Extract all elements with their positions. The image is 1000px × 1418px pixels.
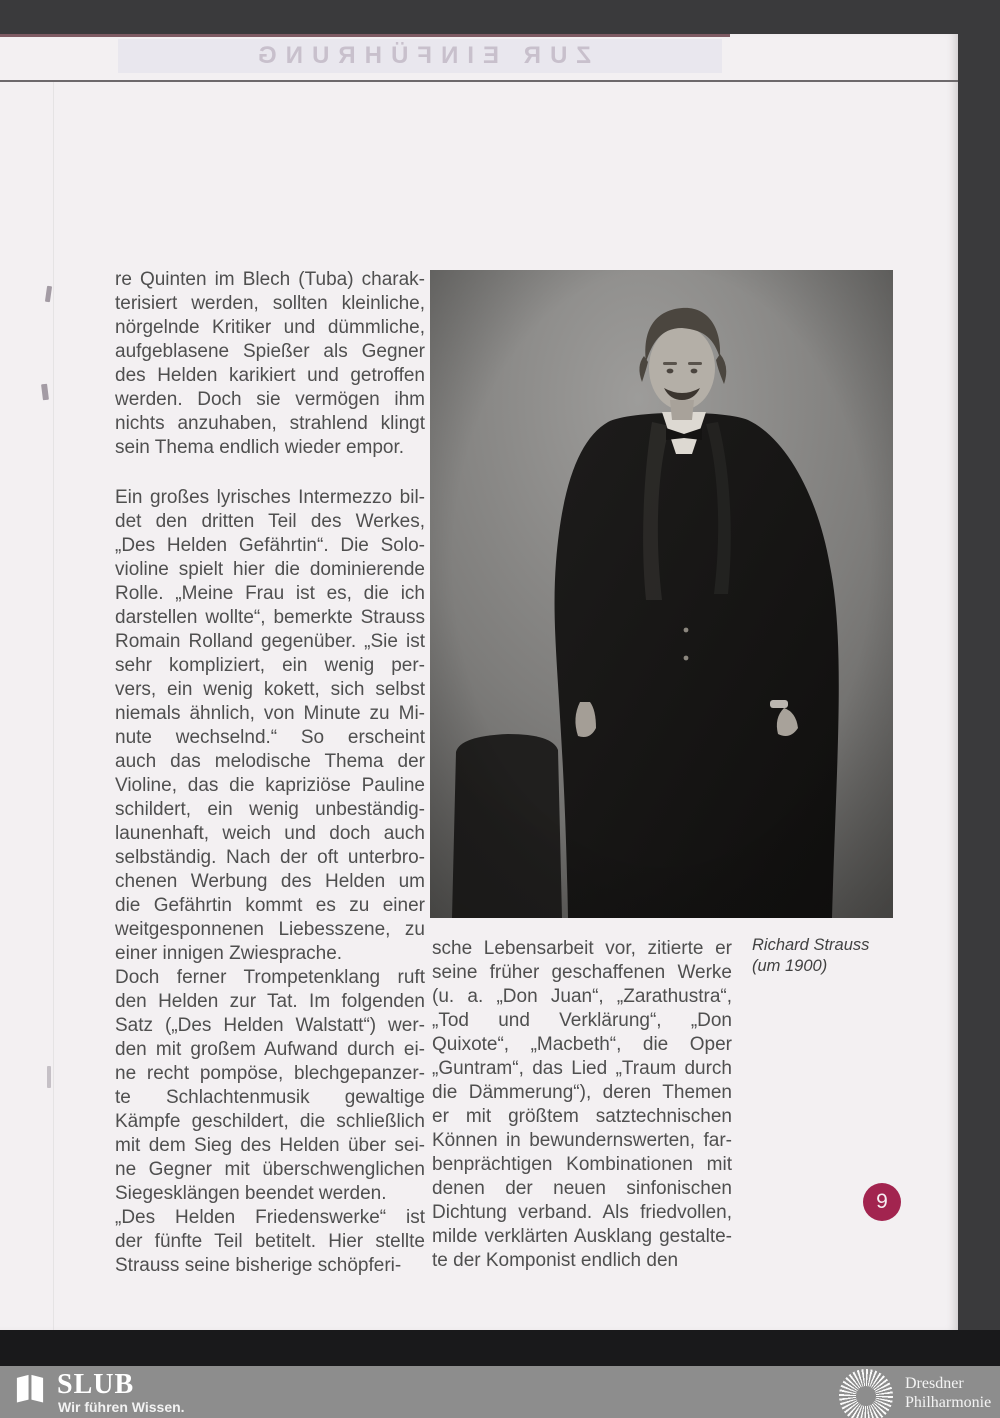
text-line: die Gefährtin kommt es zu einer bbox=[115, 895, 425, 916]
photo-caption-line1: Richard Strauss bbox=[752, 936, 870, 954]
text-line: te der Komponist endlich den bbox=[432, 1250, 679, 1271]
text-line: Kämpfe geschildert, die schließlich bbox=[115, 1111, 425, 1132]
text-line: Quixote“, „Macbeth“, die Oper bbox=[432, 1034, 732, 1055]
page-divider-rule bbox=[0, 80, 958, 82]
text-line: den mit großem Aufwand durch ei- bbox=[115, 1039, 425, 1060]
text-line: vers, ein wenig kokett, sich selbst bbox=[115, 679, 425, 700]
text-line: nichts anzuhaben, strahlend klingt bbox=[115, 413, 425, 434]
text-line: selbständig. Nach der oft unterbro- bbox=[115, 847, 425, 868]
left-text-column bbox=[115, 268, 425, 1278]
slub-tagline: Wir führen Wissen. bbox=[58, 1399, 185, 1415]
text-line: violine spielt hier die dominierende bbox=[115, 559, 425, 580]
text-line: „Guntram“, das Lied „Traum durch bbox=[432, 1058, 732, 1079]
staple-mark bbox=[47, 1066, 51, 1088]
slub-wordmark: SLUB bbox=[57, 1369, 135, 1400]
page-fold-line bbox=[53, 82, 54, 1330]
text-line: „Des Helden Friedenswerke“ ist bbox=[115, 1207, 425, 1228]
page-top-edge bbox=[0, 34, 730, 37]
text-line: seine früher geschaffenen Werke bbox=[432, 962, 732, 983]
bleedthrough-banner bbox=[118, 39, 722, 73]
text-line: Dichtung verband. Als friedvollen, bbox=[432, 1202, 732, 1223]
text-line: werden. Doch sie vermögen ihm bbox=[115, 389, 425, 410]
dresdner-philharmonie-name bbox=[905, 1374, 991, 1412]
portrait-illustration bbox=[430, 270, 893, 918]
banner-ghost-text: ZUR EINFÜHRUNG bbox=[249, 42, 591, 69]
text-line: einer innigen Zwiesprache. bbox=[115, 943, 343, 964]
text-line: den Helden zur Tat. Im folgenden bbox=[115, 991, 425, 1012]
slub-book-icon bbox=[14, 1372, 46, 1404]
richard-strauss-photo bbox=[430, 270, 893, 918]
page-number-badge bbox=[863, 1183, 901, 1221]
booklet-page bbox=[0, 34, 958, 1330]
text-line: niemals ähnlich, von Minute zu Mi- bbox=[115, 703, 425, 724]
text-line: „Tod und Verklärung“, „Don bbox=[432, 1010, 732, 1031]
paragraph bbox=[115, 966, 425, 1206]
text-line: chenen Werbung des Helden um bbox=[115, 871, 425, 892]
philharmonie-line1: Dresdner bbox=[905, 1375, 964, 1392]
text-line: der fünfte Teil betitelt. Hier stellte bbox=[115, 1231, 425, 1252]
text-line: „Des Helden Gefährtin“. Die Solo- bbox=[115, 535, 425, 556]
paragraph bbox=[115, 268, 425, 460]
text-line: re Quinten im Blech (Tuba) charak- bbox=[115, 269, 425, 290]
photo-caption-line2: (um 1900) bbox=[752, 957, 828, 975]
text-line: det den dritten Teil des Werkes, bbox=[115, 511, 425, 532]
text-line: Romain Rolland gegenüber. „Sie ist bbox=[115, 631, 425, 652]
philharmonie-line2: Philharmonie bbox=[905, 1394, 992, 1411]
text-line: Rolle. „Meine Frau ist es, die ich bbox=[115, 583, 425, 604]
text-line: Violine, das die kapriziöse Pauline bbox=[115, 775, 425, 796]
sunburst-center bbox=[856, 1386, 876, 1406]
text-line: sehr kompliziert, ein wenig per- bbox=[115, 655, 425, 676]
text-line: Satz („Des Helden Walstatt“) wer- bbox=[115, 1015, 425, 1036]
text-line: Doch ferner Trompetenklang ruft bbox=[115, 967, 425, 988]
text-line: launenhaft, weich und doch auch bbox=[115, 823, 425, 844]
page-number: 9 bbox=[876, 1190, 888, 1213]
text-line: weitgesponnenen Liebesszene, zu bbox=[115, 919, 425, 940]
text-line: denen der neuen sinfonischen bbox=[432, 1178, 732, 1199]
text-line: nörgelnde Kritiker und dümmliche, bbox=[115, 317, 425, 338]
text-line: ne Gegner mit überschwenglichen bbox=[115, 1159, 425, 1180]
dresdner-philharmonie-sunburst-icon bbox=[839, 1369, 893, 1418]
text-line: mit dem Sieg des Helden über sei- bbox=[115, 1135, 425, 1156]
paragraph bbox=[115, 1206, 425, 1278]
text-line: benprächtigen Kombinationen mit bbox=[432, 1154, 732, 1175]
staple-mark bbox=[41, 384, 49, 401]
text-line: Können in bewundernswerten, far- bbox=[432, 1130, 732, 1151]
text-line: sche Lebensarbeit vor, zitierte er bbox=[432, 938, 732, 959]
text-line: terisiert werden, sollten kleinliche, bbox=[115, 293, 425, 314]
text-line: des Helden karikiert und getroffen bbox=[115, 365, 425, 386]
text-line: nute wechselnd.“ So erscheint bbox=[115, 727, 425, 748]
text-line: ne recht pompöse, blechgepanzer- bbox=[115, 1063, 425, 1084]
text-line: te Schlachtenmusik gewaltige bbox=[115, 1087, 425, 1108]
text-line: Strauss seine bisherige schöpferi- bbox=[115, 1255, 402, 1276]
paragraph bbox=[432, 937, 732, 1273]
text-line: milde verklärten Ausklang gestalte- bbox=[432, 1226, 732, 1247]
text-line: (u. a. „Don Juan“, „Zarathustra“, bbox=[432, 986, 732, 1007]
paragraph bbox=[115, 486, 425, 966]
text-line: Ein großes lyrisches Intermezzo bil- bbox=[115, 487, 425, 508]
text-line: auch das melodische Thema der bbox=[115, 751, 425, 772]
text-line: schildert, ein wenig unbeständig- bbox=[115, 799, 425, 820]
staple-mark bbox=[45, 286, 52, 303]
text-line: sein Thema endlich wieder empor. bbox=[115, 437, 405, 458]
text-line: darstellen wollte“, bemerkte Strauss bbox=[115, 607, 425, 628]
text-line: Siegesklängen beendet werden. bbox=[115, 1183, 387, 1204]
text-line: die Dämmerung“), deren Themen bbox=[432, 1082, 732, 1103]
text-line: aufgeblasene Spießer als Gegner bbox=[115, 341, 425, 362]
photo-caption bbox=[752, 935, 942, 977]
right-text-column bbox=[432, 937, 732, 1273]
text-line: er mit größtem satztechnischen bbox=[432, 1106, 732, 1127]
